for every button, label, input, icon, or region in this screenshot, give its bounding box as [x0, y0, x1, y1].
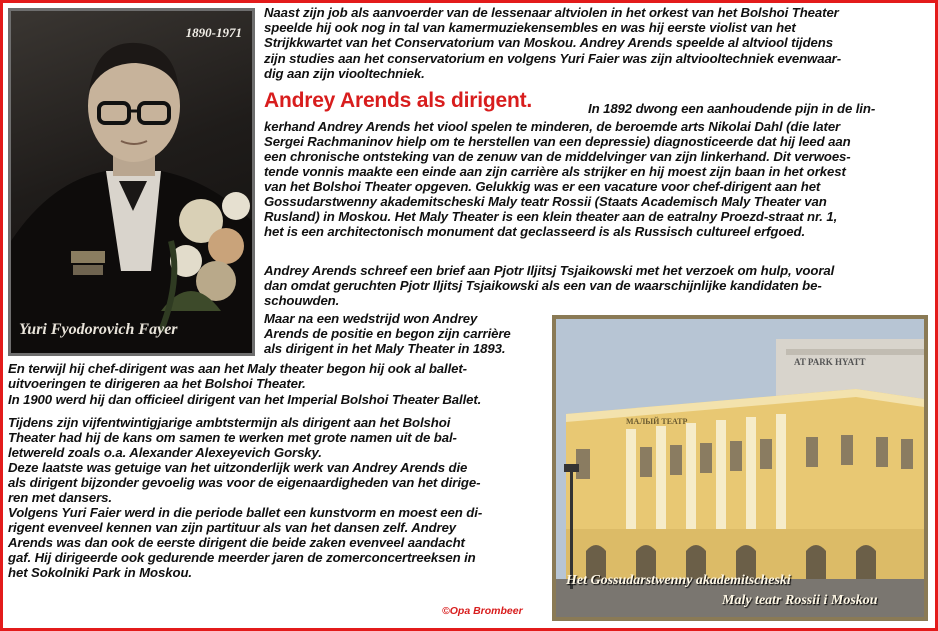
text-line: dan omdat geruchten Pjotr Iljitsj Tsjaikowski als een van de waarschijnlijke kandidaten be-: [264, 278, 822, 293]
portrait-photo: [8, 8, 255, 356]
text-line: tende vonnis maakte een einde aan zijn carrière als strijker en hij moest zijn baan in het orkest: [264, 164, 846, 179]
text-line: Volgens Yuri Faier werd in die periode ballet een kunstvorm en moest een di-: [8, 505, 483, 520]
text-line: het is een architectonisch monument dat geclasseerd is als Russisch cultureel erfgoed.: [264, 224, 806, 239]
text-line: als dirigent in het Maly Theater in 1893.: [264, 341, 506, 356]
text-line: schouwden.: [264, 293, 340, 308]
text-line: In 1892 dwong een aanhoudende pijn in de lin-: [588, 101, 876, 116]
text-line: speelde hij ook nog in tal van kamermuziekensembles en was hij eerste violist van het: [264, 20, 796, 35]
text-line: Arends de positie en begon zijn carrière: [264, 326, 511, 341]
facade-sign: МАЛЫЙ ТЕАТР: [626, 417, 688, 426]
text-line: Maar na een wedstrijd won Andrey: [264, 311, 478, 326]
text-line: kerhand Andrey Arends het viool spelen te minderen, de beroemde arts Nikolai Dahl (die later: [264, 119, 841, 134]
text-line: Naast zijn job als aanvoerder van de lessenaar altviolen in het orkest van het Bolshoi Theater: [264, 5, 839, 20]
text-line: letwereld zoals o.a. Alexander Alexeyevich Gorsky.: [8, 445, 322, 460]
text-line: Strijkkwartet van het Conservatorium van Moskou. Andrey Arends speelde al altviool tijdens: [264, 35, 833, 50]
text-line: het Sokolniki Park in Moskou.: [8, 565, 192, 580]
text-line: als dirigent bijzonder gevoelig was voor de eigenaardigheden van het dirige-: [8, 475, 481, 490]
text-line: Tijdens zijn vijfentwintigjarige ambtstermijn als dirigent aan het Bolshoi: [8, 415, 451, 430]
theatre-photo: [552, 315, 928, 621]
text-line: Deze laatste was getuige van het uitzonderlijk werk van Andrey Arends die: [8, 460, 468, 475]
text-line: In 1900 werd hij dan officieel dirigent van het Imperial Bolshoi Theater Ballet.: [8, 392, 482, 407]
text-line: Gossudarstwenny akademitscheski Maly teatr Rossii (Staats Academisch Maly Theater van: [264, 194, 827, 209]
hyatt-sign: AT PARK HYATT: [794, 357, 866, 367]
portrait-years: 1890-1971: [185, 25, 242, 40]
text-line: Theater had hij de kans om samen te werken met grote namen uit de bal-: [8, 430, 457, 445]
copyright-credit: ©Opa Brombeer: [442, 605, 523, 617]
text-line: rigent evenveel kennen van zijn partituur als van het dansen zelf. Andrey: [8, 520, 457, 535]
theatre-caption-line2: Maly teatr Rossii i Moskou: [722, 593, 878, 608]
text-line: zijn studies aan het conservatorium en volgens Yuri Faier was zijn altviooltechniek evenwaar-: [264, 51, 841, 66]
text-line: gaf. Hij dirigeerde ook gedurende meerder jaren de zomerconcertreeksen in: [8, 550, 476, 565]
text-line: van het Bolshoi Theater opgeven. Gelukkig was er een vacature voor chef-dirigent aan het: [264, 179, 821, 194]
theatre-caption-line1: Het Gossudarstwenny akademitscheski: [566, 573, 791, 588]
text-line: En terwijl hij chef-dirigent was aan het Maly theater begon hij ook al ballet-: [8, 361, 467, 376]
text-line: Andrey Arends schreef een brief aan Pjotr Iljitsj Tsjaikowski met het verzoek om hulp, vooral: [264, 263, 835, 278]
text-line: dig aan zijn viooltechniek.: [264, 66, 425, 81]
text-line: een chronische ontsteking van de zenuw van de middelvinger van zijn linkerhand. Dit verwoes-: [264, 149, 851, 164]
section-heading: Andrey Arends als dirigent.: [264, 89, 533, 112]
text-line: uitvoeringen te dirigeren aa het Bolshoi Theater.: [8, 376, 306, 391]
text-line: Sergei Rachmaninov hielp om te herstellen van een depressie) diagnosticeerde dat hij leed aan: [264, 134, 851, 149]
text-line: Rusland) in Moskou. Het Maly Theater is een klein theater aan de eatralny Proezd-straat nr. 1,: [264, 209, 838, 224]
text-line: Arends was dan ook de eerste dirigent die beide zaken evenveel aandacht: [8, 535, 465, 550]
portrait-caption: Yuri Fyodorovich Fayer: [19, 321, 178, 338]
text-line: ren met dansers.: [8, 490, 112, 505]
